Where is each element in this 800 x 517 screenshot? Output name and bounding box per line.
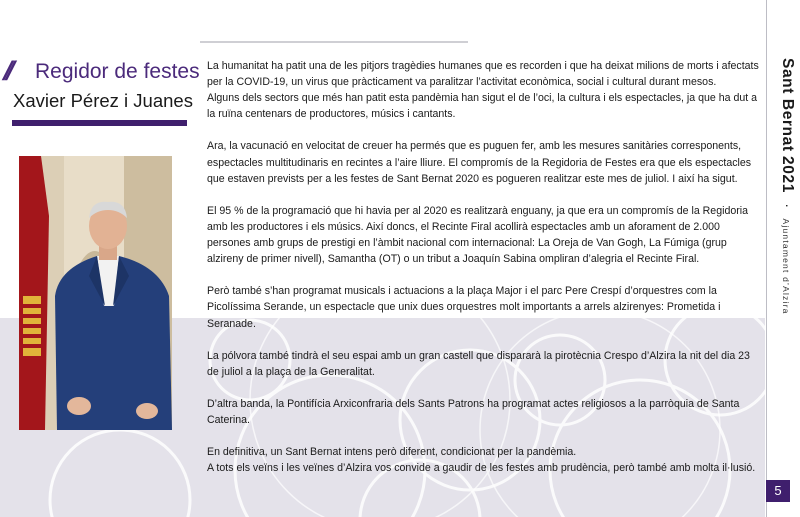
running-title-separator: · (780, 203, 796, 209)
vertical-running-title (767, 58, 800, 315)
paragraph-1a: La humanitat ha patit una de les pitjors tragèdies humanes que es recorden i que ha deixat milions de morts i afectats per la COVID-19, un virus que pràcticament va paralitzar l’activitat econòmica, social i cultural durant mesos. (207, 60, 759, 89)
article-paragraph-6: D’altra banda, la Pontifícia Arxiconfraria dels Sants Patrons ha programat actes religiosos a la parròquia de Santa Caterina. (207, 397, 740, 427)
top-divider (200, 41, 468, 43)
article-paragraph-4: Però també s’han programat musicals i actuacions a la plaça Major i el parc Pere Crespí d’orquestres com la Picolíssima Serande, un espectacle que unix dues orquestres molt importants a arrels alzirenyes: Prometida i Seranade. (207, 285, 721, 330)
article-paragraph-5: La pólvora també tindrà el seu espai amb un gran castell que dispararà la pirotècnia Crespo d’Alzira la nit del dia 23 de juliol a la plaça de la Generalitat. (207, 349, 750, 378)
paragraph-7b: A tots els veïns i les veïnes d’Alzira vos convide a gaudir de les festes amb prudència, però també amb molta il·lusió. (207, 462, 756, 475)
title-slashes: // (4, 56, 10, 84)
paragraph-1b: Alguns dels sectors que més han patit esta pandèmia han sigut el de l’oci, la cultura i els espectacles, ja que ha dut a la ruïna centenars de productores, músics i cantants. (207, 92, 758, 121)
article-body (207, 58, 762, 493)
section-title: Regidor de festes (35, 60, 200, 83)
paragraph-7a: En definitiva, un Sant Bernat intens però diferent, condicionat per la pandèmia. (207, 446, 577, 459)
page-number: 5 (766, 480, 790, 502)
portrait-photo (19, 156, 172, 430)
author-name: Xavier Pérez i Juanes (13, 90, 193, 111)
running-title: Sant Bernat (779, 58, 796, 152)
article-paragraph-1 (207, 58, 762, 122)
running-title-org: Ajuntament d’Alzira (781, 218, 791, 315)
article-paragraph-3: El 95 % de la programació que hi havia per al 2020 es realitzarà enguany, ja que era un compromís de la Regidoria amb les productores i els músics. Així doncs, el Recinte Firal acollirà espectacles amb un aforament de 2.000 persones amb grups de prestigi en l’àmbit nacional com internacional: La Oreja de Van Gogh, La Fúmiga (grup alzireny de primer nivell), Samantha (OT) o un tribut a Joaquín Sabina ompliran d’alegria el Recinte Firal. (207, 204, 748, 266)
running-title-year: 2021 (779, 156, 796, 193)
article-paragraph-2: Ara, la vacunació en velocitat de creuer ha permés que es puguen fer, amb les mesures sanitàries corresponents, espectacles multitudinaris en recintes a l’aire lliure. El compromís de la Regidoria de Festes era que els espectacles que estaven prevists per a les festes de Sant Bernat 2020 es pogueren realitzar este mes de juliol. I així ha sigut. (207, 140, 752, 185)
portrait-illustration (19, 156, 172, 430)
article-paragraph-7 (207, 444, 762, 476)
running-title-text (778, 58, 796, 315)
name-underline-bar (12, 120, 187, 126)
